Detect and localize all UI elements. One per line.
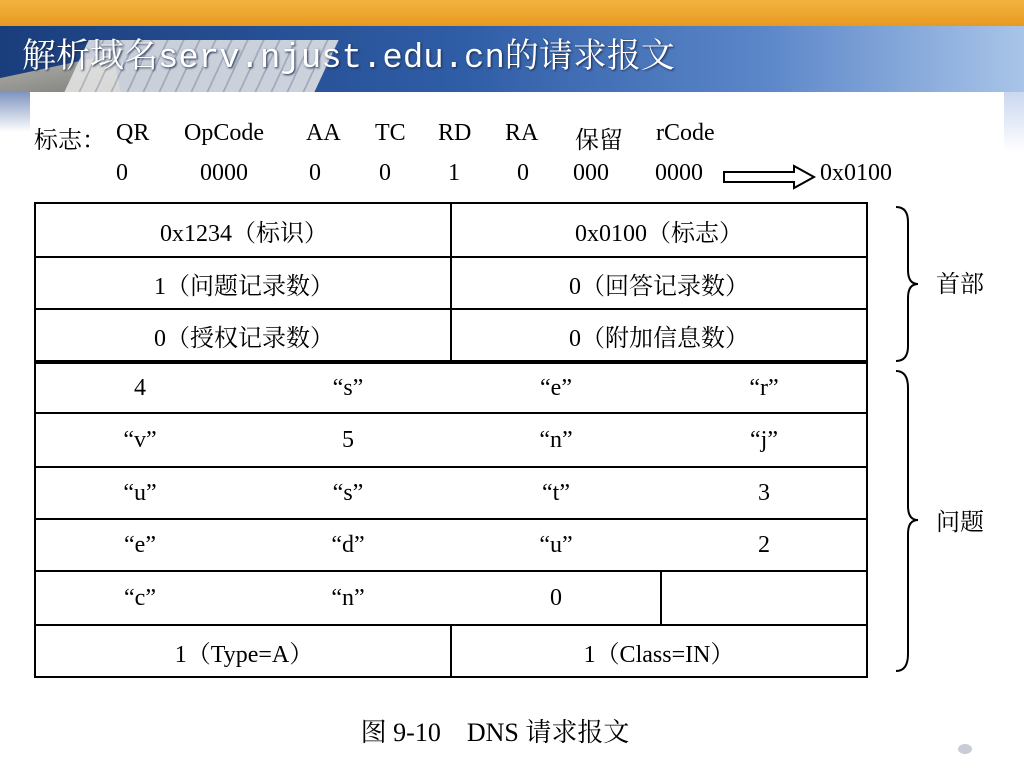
flag-value-rcode: 0000 (655, 160, 703, 186)
flag-name-qr: QR (116, 120, 150, 146)
byte-cell: “s” (332, 479, 364, 506)
title-prefix: 解析域名 (22, 36, 158, 76)
question-brace-icon (888, 368, 928, 674)
table-row (34, 362, 868, 414)
flag-value-ra: 0 (517, 160, 529, 186)
right-decoration (1004, 92, 1024, 152)
table-row (34, 624, 868, 678)
slide-corner-mark (958, 744, 972, 754)
flag-name-aa: AA (306, 120, 341, 146)
byte-cell: “t” (542, 479, 570, 506)
byte-cell: “n” (539, 426, 573, 453)
byte-cell: 2 (758, 531, 770, 558)
flag-value-opcode: 0000 (200, 160, 248, 186)
byte-cell: “s” (332, 374, 364, 401)
flags-cell: 0x0100（标志） (575, 220, 743, 247)
flag-name-opcode: OpCode (184, 120, 264, 146)
table-row (34, 412, 868, 468)
id-cell: 0x1234（标识） (160, 220, 328, 247)
authority-count-cell: 0（授权记录数） (154, 325, 334, 352)
byte-cell: “e” (124, 531, 156, 558)
flag-value-qr: 0 (116, 160, 128, 186)
class-cell: 1（Class=IN） (583, 641, 735, 668)
flag-name-tc: TC (375, 120, 406, 146)
byte-cell: 3 (758, 479, 770, 506)
flag-name-reserved: 保留 (575, 128, 623, 154)
table-row (34, 466, 868, 520)
type-cell: 1（Type=A） (174, 641, 314, 668)
flag-name-rcode: rCode (656, 120, 715, 146)
byte-cell: “j” (750, 426, 778, 453)
table-row (34, 308, 868, 362)
byte-cell: “n” (331, 584, 365, 611)
byte-cell: “u” (539, 531, 573, 558)
title-suffix: 的请求报文 (504, 36, 675, 76)
table-row (34, 518, 868, 572)
header-brace-icon (888, 204, 928, 364)
question-count-cell: 1（问题记录数） (154, 273, 334, 300)
flag-value-reserved: 000 (573, 160, 609, 186)
byte-cell: “c” (124, 584, 156, 611)
title-domain: serv.njust.edu.cn (158, 40, 505, 78)
flag-value-rd: 1 (448, 160, 460, 186)
flags-hex-result: 0x0100 (820, 160, 892, 186)
slide-title (22, 28, 675, 78)
byte-cell: “v” (123, 426, 157, 453)
byte-cell: 4 (134, 374, 146, 401)
byte-cell (662, 572, 868, 624)
question-section-label: 问题 (936, 510, 984, 536)
flag-value-tc: 0 (379, 160, 391, 186)
flags-label: 标志： (34, 128, 106, 154)
header-section-label: 首部 (936, 272, 984, 298)
flag-name-ra: RA (505, 120, 539, 146)
flag-value-aa: 0 (309, 160, 321, 186)
byte-cell: “d” (331, 531, 365, 558)
table-row (34, 256, 868, 310)
byte-cell: 0 (550, 584, 562, 611)
byte-cell: “u” (123, 479, 157, 506)
right-arrow-icon (722, 164, 818, 190)
byte-cell: “e” (540, 374, 572, 401)
table-row (34, 202, 868, 258)
byte-cell: “r” (749, 374, 779, 401)
additional-count-cell: 0（附加信息数） (569, 325, 749, 352)
flag-name-rd: RD (438, 120, 472, 146)
left-decoration (0, 92, 30, 132)
top-accent-bar (0, 0, 1024, 26)
figure-caption: 图 9-10 DNS 请求报文 (360, 718, 630, 747)
table-row (34, 570, 868, 626)
answer-count-cell: 0（回答记录数） (569, 273, 749, 300)
byte-cell: 5 (342, 426, 354, 453)
